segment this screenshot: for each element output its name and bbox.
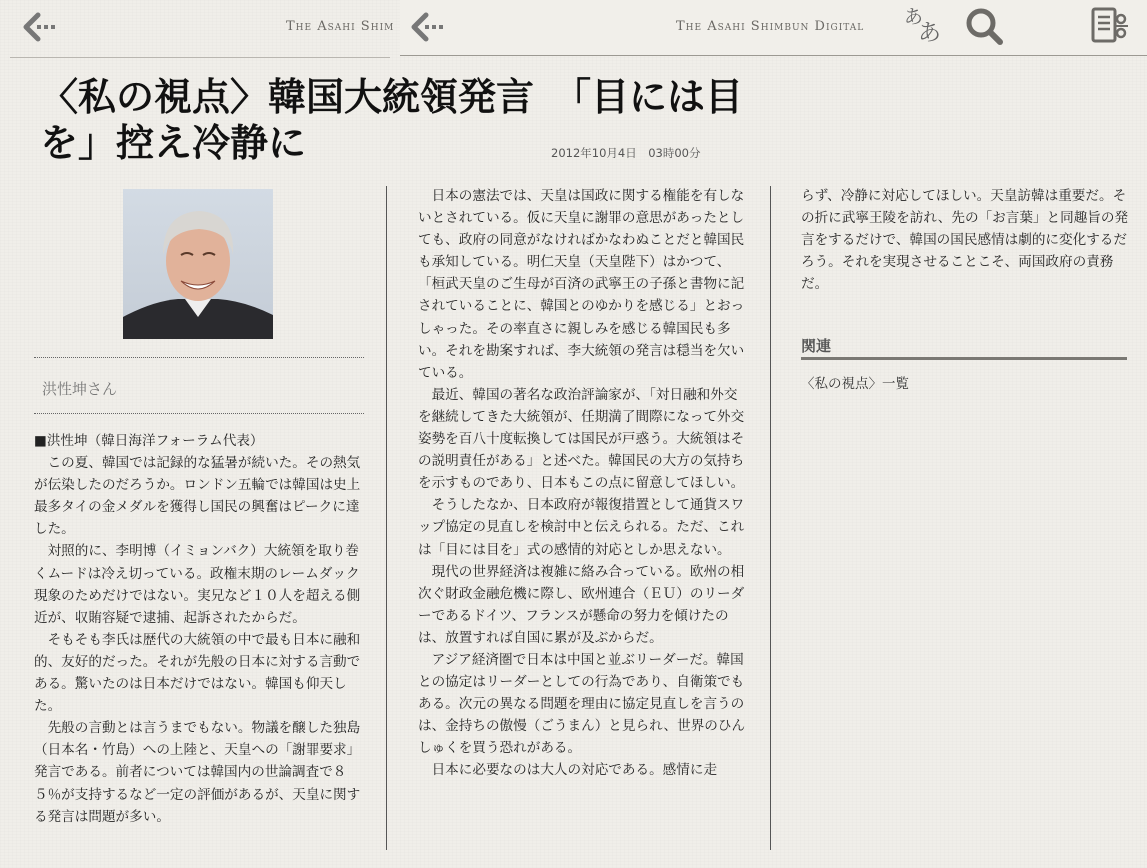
paragraph: 日本に必要なのは大人の対応である。感情に走: [431, 762, 718, 779]
back-arrow-icon[interactable]: [408, 8, 452, 46]
article-column-left: [34, 430, 365, 828]
search-icon[interactable]: [964, 6, 1006, 48]
toolbar: [400, 0, 1147, 56]
article-column-right: [801, 185, 1131, 295]
column-divider: [770, 186, 771, 850]
article-column-middle: [418, 185, 750, 782]
back-arrow-icon[interactable]: [20, 8, 64, 46]
brand-name: The Asahi Shim: [286, 19, 395, 34]
font-size-icon[interactable]: あ あ: [904, 6, 941, 46]
brand-name: The Asahi Shimbun Digital: [676, 19, 865, 34]
caption-divider-top: [34, 357, 364, 358]
paragraph: らず、冷静に対応してほしい。天皇訪韓は重要だ。その折に武寧王陵を訪れ、先の「お言葉」と同趣旨の発言をするだけで、韓国の国民感情は劇的に変化するだろう。それを実現させることこそ、両国政府の責務だ。: [801, 188, 1129, 293]
related-heading: 関連: [801, 337, 832, 355]
paragraph: アジア経済圏で日本は中国と並ぶリーダーだ。韓国との協定はリーダーとしての行為であり、自衛策でもある。次元の異なる問題を理由に協定見直しを言うのは、金持ちの傲慢（ごうまん）と見られ、世界のひんしゅくを買う恐れがある。: [418, 651, 746, 757]
paragraph: 最近、韓国の著名な政治評論家が、「対日融和外交を継続してきた大統領が、任期満了間際になって外交姿勢を百八十度転換しては国民が戸惑う。大統領はその説明責任がある」と述べた。韓国民の大方の気持ちを示すものであり、日本もこの点に留意してほしい。: [418, 386, 745, 492]
paragraph: そうしたなか、日本政府が報復措置として通貨スワップ協定の見直しを検討中と伝えられる。ただ、これは「目には目を」式の感情的対応としか思えない。: [418, 497, 745, 558]
related-link[interactable]: 〈私の視点〉一覧: [801, 376, 909, 392]
related-divider: [801, 357, 1127, 360]
paragraph: この夏、韓国では記録的な猛暑が続いた。その熱気が伝染したのだろうか。ロンドン五輪では韓国は史上最多タイの金メダルを獲得し国民の興奮はピークに達した。: [34, 455, 361, 538]
column-divider: [386, 186, 387, 850]
headline-line-1: 〈私の視点〉韓国大統領発言 「目には目: [40, 75, 744, 119]
paragraph: 対照的に、李明博（イミョンバク）大統領を取り巻くムードは冷え切っている。政権末期のレームダック現象のためだけではない。実兄など１０人を超える側近が、収賄容疑で逮捕、起訴されたからだ。: [34, 543, 361, 626]
paragraph: そもそも李氏は歴代の大統領の中で最も日本に融和的、友好的だった。それが先般の日本に対する言動である。驚いたのは日本だけではない。韓国も仰天した。: [34, 631, 361, 715]
clip-icon[interactable]: [1090, 6, 1132, 46]
paragraph: 先般の言動とは言うまでもない。物議を醸した独島（日本名・竹島）への上陸と、天皇への「謝罪要求」発言である。前者については韓国内の世論調査で８５％が支持するなど一定の評価があるが、天皇に関する発言は問題が多い。: [34, 720, 361, 825]
background-page-toolbar: [10, 0, 395, 58]
photo-caption: 洪性坤さん: [42, 380, 118, 398]
paragraph: 現代の世界経済は複雑に絡み合っている。欧州の相次ぐ財政金融危機に際し、欧州連合（ＥＵ）のリーダーであるドイツ、フランスが懸命の努力を傾けたのは、放置すれば自国に累が及ぶからだ。: [418, 563, 745, 646]
author-photo: [123, 189, 273, 339]
caption-divider-bottom: [34, 413, 364, 414]
article-date: 2012年10月4日 03時00分: [551, 146, 701, 160]
headline-line-2: を」控え冷静に: [40, 121, 307, 165]
paragraph: 日本の憲法では、天皇は国政に関する権能を有しないとされている。仮に天皇に謝罪の意思があったとしても、政府の同意がなければかなわぬことだと韓国民も承知している。明仁天皇（天皇陛下）はかつて、「桓武天皇のご生母が百済の武寧王の子孫と書物に記されていることに、韓国とのゆかりを感じる」とおっしゃった。その率直さに親しみを感じる韓国民も多い。それを勘案すれば、李大統領の発言は穏当を欠いている。: [418, 188, 745, 381]
paragraph: ■洪性坤（韓日海洋フォーラム代表）: [34, 433, 264, 449]
